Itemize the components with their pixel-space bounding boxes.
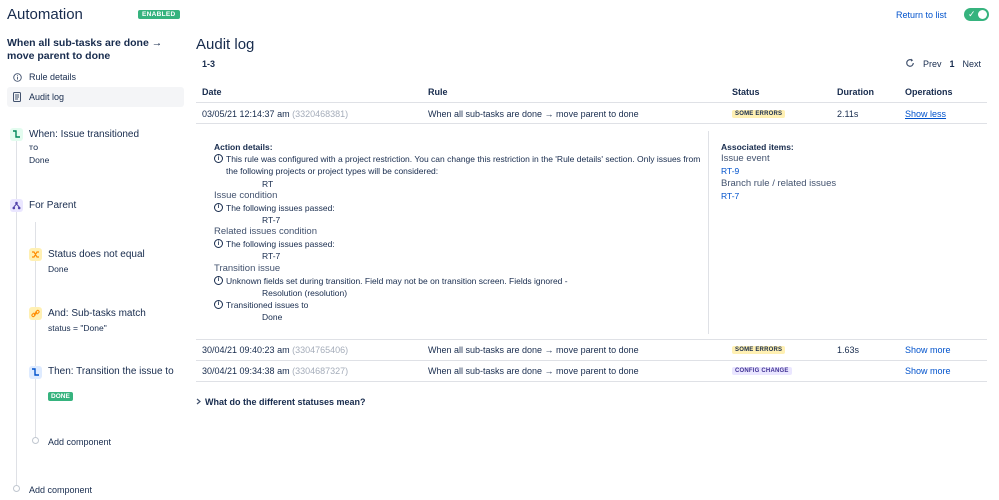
trigger-label: TO bbox=[29, 145, 39, 152]
issue-event-label: Issue event bbox=[721, 153, 770, 165]
branch-rule-label: Branch rule / related issues bbox=[721, 177, 837, 189]
divider bbox=[196, 381, 987, 382]
info-icon: i bbox=[214, 239, 223, 248]
column-header-duration: Duration bbox=[837, 87, 874, 97]
pagination bbox=[905, 58, 981, 70]
nav-label: Rule details bbox=[29, 72, 77, 82]
add-component-dot bbox=[32, 437, 39, 444]
flow-line bbox=[16, 140, 17, 492]
column-header-operations: Operations bbox=[905, 87, 953, 97]
table-row-rule: When all sub-tasks are done → move parent to done bbox=[428, 345, 639, 355]
info-icon: i bbox=[214, 300, 223, 309]
restriction-value: RT bbox=[262, 178, 274, 189]
show-more-link[interactable]: Show more bbox=[905, 366, 951, 376]
action-details bbox=[214, 141, 704, 323]
transitioned-message: Transitioned issues to bbox=[226, 300, 309, 311]
current-page: 1 bbox=[949, 59, 955, 69]
info-icon: i bbox=[214, 203, 223, 212]
table-row-duration: 1.63s bbox=[837, 345, 860, 355]
divider bbox=[196, 123, 987, 124]
toggle-knob bbox=[978, 10, 987, 19]
column-header-status: Status bbox=[732, 87, 760, 97]
prev-page-button[interactable]: Prev bbox=[922, 59, 942, 69]
status-badge: SOME ERRORS bbox=[732, 110, 785, 118]
transitioned-value: Done bbox=[262, 312, 283, 323]
condition-subtasks-title[interactable]: And: Sub-tasks match bbox=[48, 308, 146, 319]
column-header-date: Date bbox=[202, 87, 222, 97]
rule-name: When all sub-tasks are done → move parent to done bbox=[7, 37, 163, 62]
condition-status-title[interactable]: Status does not equal bbox=[48, 249, 145, 260]
issue-condition-message: The following issues passed: bbox=[226, 202, 335, 213]
chevron-right-icon bbox=[196, 397, 201, 407]
action-details-heading: Action details: bbox=[214, 142, 273, 152]
shuffle-icon bbox=[29, 248, 42, 261]
branch-icon bbox=[10, 199, 23, 212]
link-icon bbox=[29, 307, 42, 320]
transition-icon bbox=[29, 366, 42, 379]
show-less-link[interactable]: Show less bbox=[905, 109, 947, 119]
table-row-date: 03/05/21 12:14:37 am (3320468381) bbox=[202, 109, 349, 119]
related-condition-heading: Related issues condition bbox=[214, 226, 317, 238]
transition-value: Resolution (resolution) bbox=[262, 287, 348, 298]
return-to-list-link[interactable]: Return to list bbox=[896, 10, 947, 20]
table-row-date: 30/04/21 09:34:38 am (3304687327) bbox=[202, 366, 349, 376]
info-icon bbox=[12, 72, 22, 82]
issue-condition-value: RT-7 bbox=[262, 215, 281, 226]
next-page-button[interactable]: Next bbox=[962, 59, 981, 69]
refresh-icon[interactable] bbox=[905, 58, 915, 70]
associated-heading: Associated items: bbox=[721, 142, 794, 152]
trigger-value: Done bbox=[29, 155, 50, 165]
related-condition-message: The following issues passed: bbox=[226, 239, 335, 250]
divider bbox=[196, 339, 987, 340]
check-icon: ✓ bbox=[968, 9, 976, 19]
table-row-rule: When all sub-tasks are done → move parent to done bbox=[428, 109, 639, 119]
nav-rule-details[interactable] bbox=[7, 67, 184, 87]
branch-rule-link[interactable]: RT-7 bbox=[721, 190, 740, 201]
add-component-inner-button[interactable]: Add component bbox=[48, 437, 112, 447]
enabled-badge: ENABLED bbox=[138, 10, 180, 19]
status-help-toggle[interactable] bbox=[196, 397, 366, 407]
divider bbox=[196, 102, 987, 103]
nav-audit-log[interactable] bbox=[7, 87, 184, 107]
issue-event-link[interactable]: RT-9 bbox=[721, 166, 740, 177]
sidebar bbox=[0, 0, 190, 500]
table-row-rule: When all sub-tasks are done → move parent to done bbox=[428, 366, 639, 376]
action-title[interactable]: Then: Transition the issue to bbox=[48, 366, 174, 377]
info-icon: i bbox=[214, 276, 223, 285]
associated-items bbox=[721, 141, 836, 202]
add-component-dot bbox=[13, 485, 20, 492]
result-range: 1-3 bbox=[202, 59, 216, 69]
app-title: Automation bbox=[7, 6, 83, 23]
status-badge: SOME ERRORS bbox=[732, 346, 785, 354]
transition-message: Unknown fields set during transition. Field may not be on transition screen. Fields ignored - bbox=[226, 275, 568, 286]
restriction-message: This rule was configured with a project restriction. You can change this restriction in the 'Rule details' section. Only issues from the following projects or project types will be considered: bbox=[226, 154, 701, 177]
related-condition-value: RT-7 bbox=[262, 251, 281, 262]
add-component-outer-button[interactable]: Add component bbox=[29, 485, 93, 495]
status-help-label: What do the different statuses mean? bbox=[205, 397, 366, 407]
issue-condition-heading: Issue condition bbox=[214, 189, 278, 201]
details-divider bbox=[708, 131, 709, 334]
column-header-rule: Rule bbox=[428, 87, 448, 97]
table-row-duration: 2.11s bbox=[837, 109, 859, 119]
page-title: Audit log bbox=[196, 36, 255, 53]
document-icon bbox=[12, 92, 22, 102]
trigger-title[interactable]: When: Issue transitioned bbox=[29, 129, 140, 140]
table-row-date: 30/04/21 09:40:23 am (3304765406) bbox=[202, 345, 349, 355]
show-more-link[interactable]: Show more bbox=[905, 345, 951, 355]
divider bbox=[196, 360, 987, 361]
condition-status-value: Done bbox=[48, 264, 69, 274]
nav-label: Audit log bbox=[29, 92, 65, 102]
info-icon: i bbox=[214, 154, 223, 163]
trigger-icon bbox=[10, 128, 23, 141]
branch-title[interactable]: For Parent bbox=[29, 200, 77, 211]
status-badge: CONFIG CHANGE bbox=[732, 367, 792, 375]
condition-subtasks-value: status = "Done" bbox=[48, 323, 107, 333]
transition-heading: Transition issue bbox=[214, 262, 281, 274]
done-badge: DONE bbox=[48, 392, 73, 401]
rule-enabled-toggle[interactable] bbox=[964, 8, 989, 21]
